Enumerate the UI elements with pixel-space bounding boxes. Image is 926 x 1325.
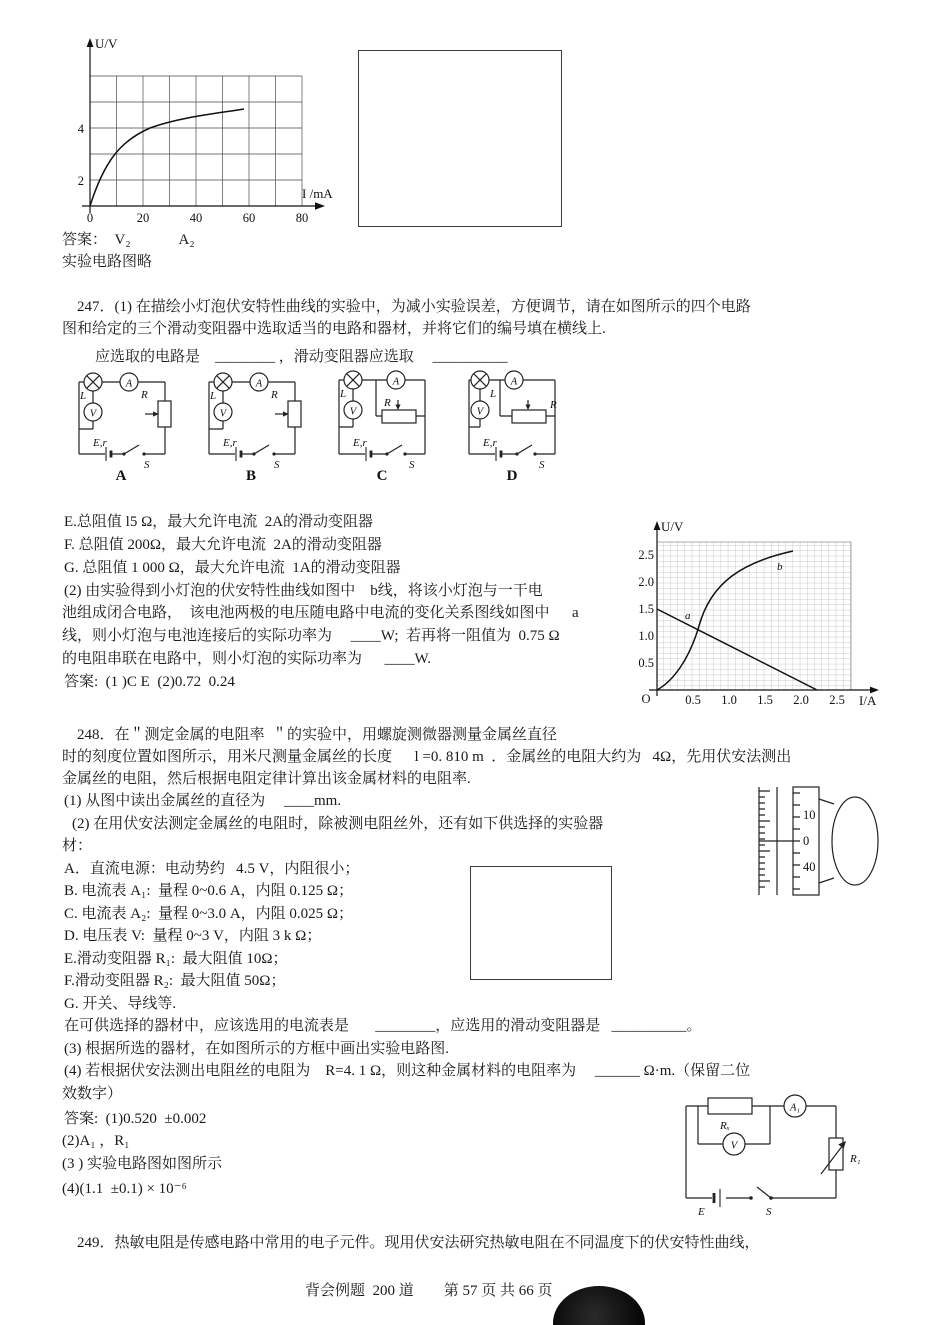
rheostat-icon	[288, 401, 301, 427]
y-tick-4: 4	[77, 122, 84, 136]
circuit-letter: A	[115, 468, 127, 484]
y-axis-label: U/V	[661, 519, 684, 534]
switch-contact-icon	[142, 452, 145, 455]
q248-intro-line3: 金属丝的电阻，然后根据电阻定律计算出该金属材料的电阻率.	[62, 771, 471, 787]
x-tick-0: 0	[86, 211, 94, 225]
lamp-label: L	[80, 390, 87, 402]
q248-intro-line2: 时的刻度位置如图所示，用米尺测量金属丝的长度 l =0. 810 m ．金属丝的电阻大约为 4Ω，先用伏安法测出	[62, 749, 792, 765]
circuit-drawing-box	[470, 866, 612, 980]
switch-blade-icon	[757, 1187, 771, 1198]
ammeter-label: A	[125, 378, 133, 390]
rheostat-label: R	[550, 399, 557, 411]
circuit-letter: D	[506, 468, 518, 484]
battery-label: E,r	[353, 437, 367, 449]
y-tick-2: 2	[77, 174, 84, 188]
rheostat-arrowhead-icon	[525, 405, 530, 411]
x-tick-60: 60	[242, 211, 256, 225]
q248-answer-1: 答案: (1)0.520 ±0.002	[64, 1111, 207, 1127]
origin-label: O	[641, 692, 651, 706]
lamp-label: L	[490, 388, 497, 400]
circuit-option-a	[66, 366, 184, 484]
micrometer-figure	[737, 779, 895, 901]
voltmeter-label: V	[476, 406, 484, 418]
graph-grid	[90, 76, 302, 206]
x-axis-label: I /mA	[302, 186, 333, 201]
voltmeter-label: V	[219, 408, 227, 420]
thimble-tick-40: 40	[803, 860, 816, 874]
q247-part2-line1: (2) 由实验得到小灯泡的伏安特性曲线如图中 b线，将该小灯泡与一干电	[64, 583, 543, 599]
ammeter-label: A	[392, 376, 400, 388]
ammeter-label: A₁	[789, 1102, 801, 1114]
q248-option-f: F.滑动变阻器 R₂: 最大阻值 50Ω；	[64, 973, 286, 989]
top-answer-line: 答案： V₂ A₂	[62, 232, 195, 248]
q248-q1: (1) 从图中读出金属丝的直径为 ____mm.	[64, 793, 342, 809]
battery-label: E	[698, 1206, 705, 1218]
switch-label: S	[409, 459, 415, 471]
q248-option-a: A．直流电源：电动势约 4.5 V，内阻很小；	[64, 861, 360, 877]
rheostat-label: R	[384, 397, 391, 409]
switch-blade-icon	[517, 445, 532, 454]
q247-option-f: F. 总阻值 200Ω，最大允许电流 2A的滑动变阻器	[64, 537, 382, 553]
ammeter-label: A	[510, 376, 518, 388]
battery-label: E,r	[483, 437, 497, 449]
lamp-label: L	[210, 390, 217, 402]
q247-part2-line4: 的电阻串联在电路中，则小灯泡的实际功率为 ____W.	[62, 651, 432, 667]
q247-blanks-line: 应选取的电路是 ________ ，滑动变阻器应选取 __________	[95, 349, 508, 365]
x-tick: 2.0	[793, 693, 809, 707]
q248-q2-line2: 材：	[62, 838, 93, 854]
page-footer: 背会例题 200 道 第 57 页 共 66 页	[305, 1283, 553, 1299]
switch-contact-icon	[533, 452, 536, 455]
x-tick: 0.5	[685, 693, 701, 707]
y-axis-arrow-icon	[87, 38, 94, 47]
q247-part2-line2: 池组成闭合电路， 该电池两极的电压随电路中电流的变化关系图线如图中 a	[62, 605, 579, 621]
x-axis-arrow-icon	[315, 202, 325, 209]
rheostat-icon	[512, 410, 546, 423]
q248-answer-4: (4)(1.1 ±0.1) × 10⁻⁶	[62, 1181, 187, 1197]
y-tick: 1.0	[638, 629, 654, 643]
curve-b-label: b	[777, 561, 783, 573]
q247-option-e: E.总阻值 l5 Ω，最大允许电流 2A的滑动变阻器	[64, 514, 374, 530]
q248-option-d: D. 电压表 V: 量程 0~3 V，内阻 3 k Ω；	[64, 928, 322, 944]
ratchet-knob-icon	[832, 797, 878, 885]
switch-label: S	[766, 1206, 772, 1218]
q248-option-c: C. 电流表 A₂: 量程 0~3.0 A，内阻 0.025 Ω；	[64, 906, 354, 922]
lamp-label: L	[340, 388, 347, 400]
voltmeter-label: V	[730, 1140, 738, 1152]
voltmeter-label: V	[349, 406, 357, 418]
y-axis-label: U/V	[95, 36, 118, 51]
switch-contact-icon	[272, 452, 275, 455]
q248-q2-line1: (2) 在用伏安法测定金属丝的电阻时，除被测电阻丝外，还有如下供选择的实验器	[72, 816, 604, 832]
switch-contact-icon	[749, 1196, 753, 1200]
circuit-option-d	[456, 366, 574, 484]
switch-label: S	[274, 459, 280, 471]
circuit-letter: C	[376, 468, 388, 484]
x-tick: 1.5	[757, 693, 773, 707]
x-tick: 2.5	[829, 693, 845, 707]
q248-select-line: 在可供选择的器材中，应该选用的电流表是 ________，应选用的滑动变阻器是 __________。	[64, 1018, 702, 1034]
lamp-uv-graph	[68, 34, 348, 234]
top-answer-note: 实验电路图略	[62, 254, 153, 270]
switch-contact-icon	[403, 452, 406, 455]
thimble-tick-0: 0	[803, 834, 810, 848]
battery-label: E,r	[223, 437, 237, 449]
rheostat-icon	[158, 401, 171, 427]
q248-option-e: E.滑动变阻器 R₁: 最大阻值 10Ω；	[64, 951, 288, 967]
switch-blade-icon	[254, 445, 269, 454]
y-axis-arrow-icon	[654, 521, 661, 530]
rheostat-arrowhead-icon	[395, 405, 400, 411]
answer-circuit-figure	[674, 1086, 874, 1218]
y-tick: 1.5	[638, 602, 654, 616]
y-tick: 2.5	[638, 548, 654, 562]
x-tick-80: 80	[295, 211, 309, 225]
x-axis-label: I/A	[859, 693, 877, 708]
q247-intro-line1: 247．(1) 在描绘小灯泡伏安特性曲线的实验中，为减小实验误差，方便调节，请在如图所示的四个电路	[62, 299, 751, 315]
q248-answer-3: (3 ) 实验电路图如图所示	[62, 1156, 222, 1172]
rheostat-label: R₁	[850, 1153, 861, 1165]
switch-blade-icon	[124, 445, 139, 454]
switch-label: S	[539, 459, 545, 471]
q248-intro-line1: 248．在＂测定金属的电阻率 ＂的实验中，用螺旋测微器测量金属丝直径	[62, 727, 558, 743]
q248-option-g: G. 开关、导线等.	[64, 996, 177, 1012]
q247-intro-line2: 图和给定的三个滑动变阻器中选取适当的电路和器材，并将它们的编号填在横线上.	[62, 321, 606, 337]
main-scale-ticks	[759, 791, 770, 887]
q249-intro-line1: 249．热敏电阻是传感电路中常用的电子元件。现用伏安法研究热敏电阻在不同温度下的伏安特性曲线，	[62, 1235, 760, 1251]
switch-blade-icon	[387, 445, 402, 454]
rheostat-label: R	[271, 389, 278, 401]
answer-drawing-box	[358, 50, 562, 227]
circuit-options-row	[66, 366, 574, 484]
x-tick-40: 40	[189, 211, 203, 225]
curve-a-label: a	[685, 610, 691, 622]
switch-label: S	[144, 459, 150, 471]
q247-answer: 答案: (1 )C E (2)0.72 0.24	[64, 674, 235, 690]
ammeter-label: A	[255, 378, 263, 390]
circuit-letter: B	[245, 468, 257, 484]
battery-lamp-iv-graph	[627, 518, 887, 718]
rx-label: Rₓ	[720, 1120, 730, 1132]
q247-option-g: G. 总阻值 1 000 Ω，最大允许电流 1A的滑动变阻器	[64, 560, 401, 576]
y-tick: 0.5	[638, 656, 654, 670]
q248-q3: (3) 根据所选的器材，在如图所示的方框中画出实验电路图.	[64, 1041, 449, 1057]
rx-resistor-icon	[708, 1098, 752, 1114]
q248-q4-line2: 效数字）	[62, 1086, 123, 1102]
thimble-tick-10: 10	[803, 808, 816, 822]
x-tick-20: 20	[136, 211, 150, 225]
x-tick: 1.0	[721, 693, 737, 707]
q248-option-b: B. 电流表 A₁: 量程 0~0.6 A，内阻 0.125 Ω；	[64, 883, 354, 899]
y-tick: 2.0	[638, 575, 654, 589]
circuit-option-b	[196, 366, 314, 484]
q248-q4-line1: (4) 若根据伏安法测出电阻丝的电阻为 R=4. 1 Ω，则这种金属材料的电阻率为 ______ Ω·m.（保留二位	[64, 1063, 751, 1079]
circuit-option-c	[326, 366, 444, 484]
q247-part2-line3: 线，则小灯泡与电池连接后的实际功率为 ____W; 若再将一阻值为 0.75 Ω	[62, 628, 560, 644]
voltmeter-label: V	[89, 408, 97, 420]
rheostat-icon	[382, 410, 416, 423]
rheostat-label: R	[141, 389, 148, 401]
battery-label: E,r	[93, 437, 107, 449]
q248-answer-2: (2)A₁ ，R₁	[62, 1133, 130, 1149]
lamp-curve	[90, 109, 244, 206]
scan-artifact-blob	[553, 1286, 645, 1325]
